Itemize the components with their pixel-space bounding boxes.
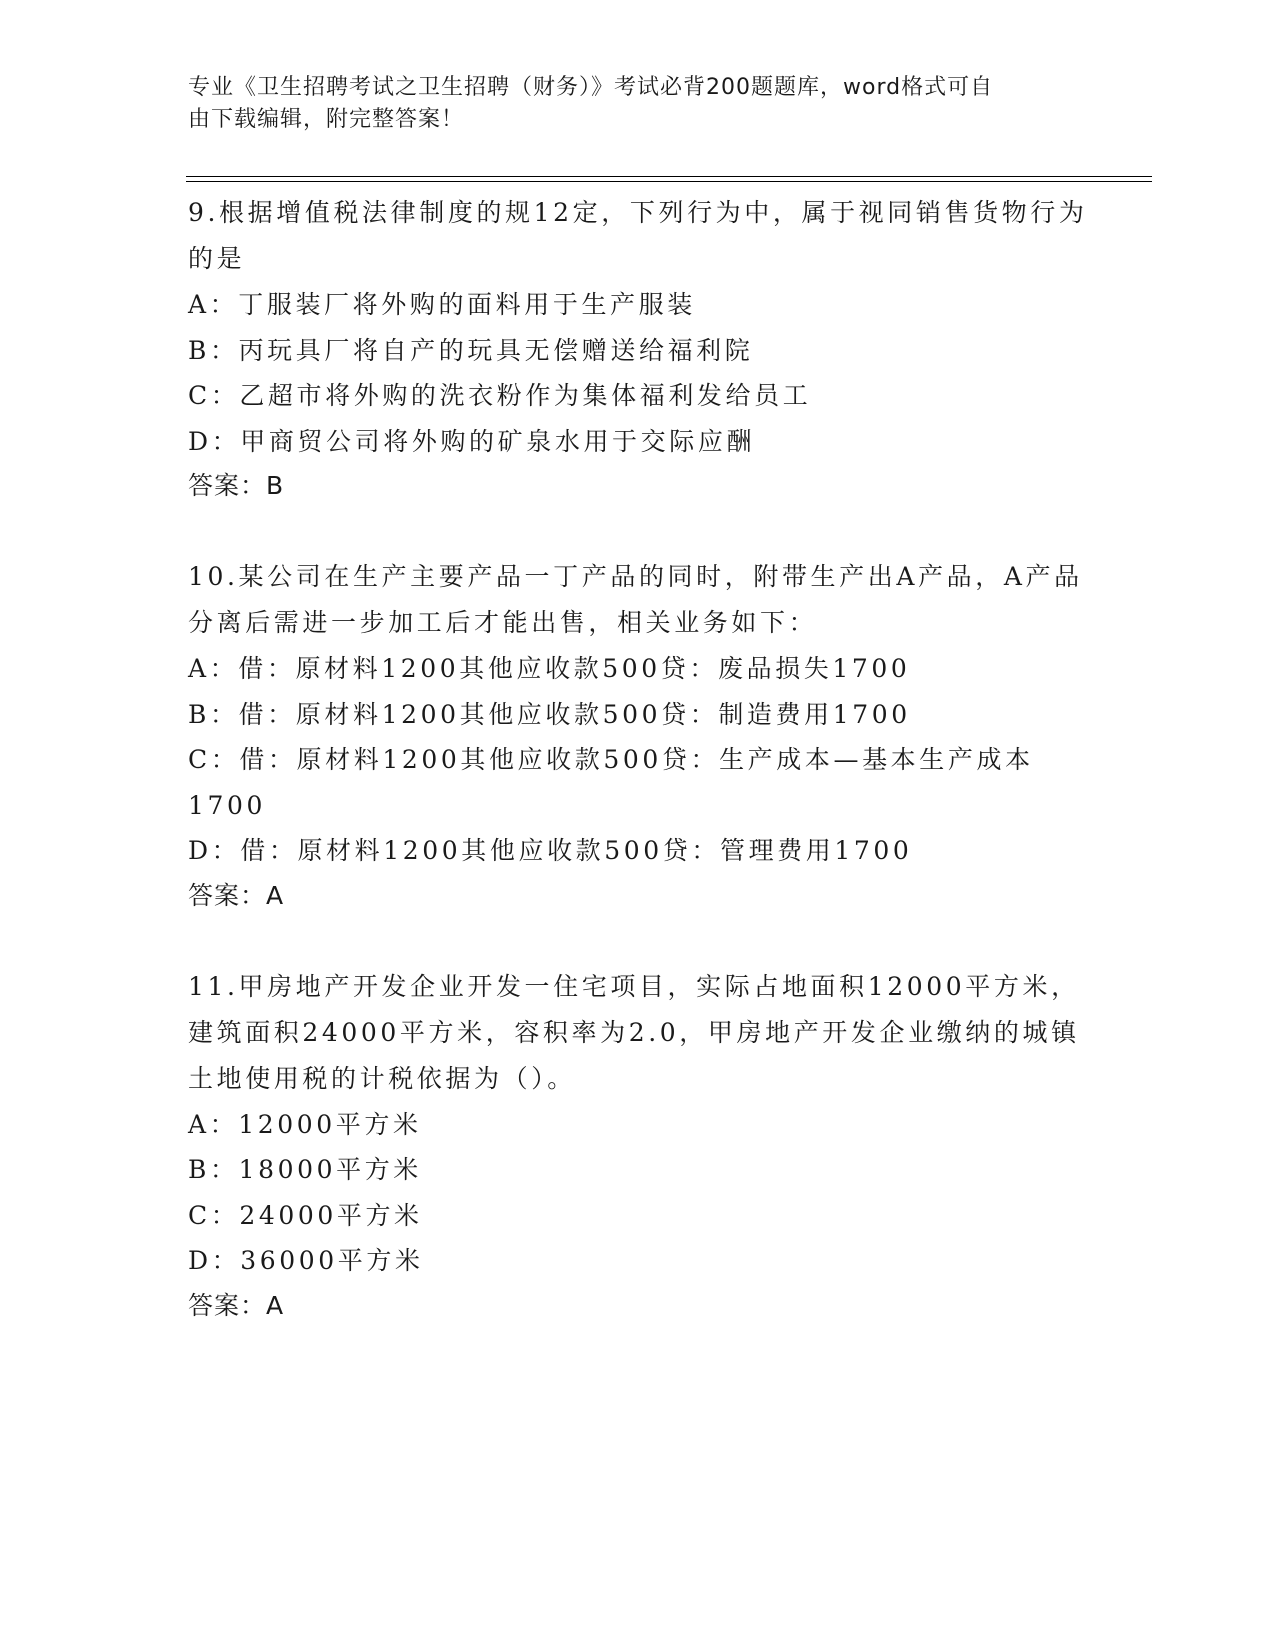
header-title-line-1: 专业《卫生招聘考试之卫生招聘（财务）》考试必背200题题库，word格式可自 bbox=[188, 75, 994, 100]
document-header bbox=[188, 72, 1068, 136]
answer-line: 答案：A bbox=[188, 880, 285, 910]
question-10 bbox=[188, 554, 1088, 918]
question-text: 9.根据增值税法律制度的规12定，下列行为中，属于视同销售货物行为的是 bbox=[188, 198, 1088, 273]
option-b: B：丙玩具厂将自产的玩具无偿赠送给福利院 bbox=[188, 335, 754, 365]
option-c: C：24000平方米 bbox=[188, 1200, 423, 1230]
option-a: A：借：原材料1200其他应收款500贷：废品损失1700 bbox=[188, 654, 911, 683]
answer-line: 答案：B bbox=[188, 471, 285, 500]
option-b: B：借：原材料1200其他应收款500贷：制造费用1700 bbox=[188, 699, 911, 729]
option-c: C：借：原材料1200其他应收款500贷：生产成本—基本生产成本1700 bbox=[188, 745, 1034, 820]
question-text: 11.甲房地产开发企业开发一住宅项目，实际占地面积12000平方米，建筑面积24000平方米，容积率为2.0，甲房地产开发企业缴纳的城镇土地使用税的计税依据为（）。 bbox=[188, 971, 1080, 1093]
question-9 bbox=[188, 190, 1088, 508]
option-d: D：36000平方米 bbox=[188, 1246, 424, 1275]
option-d: D：甲商贸公司将外购的矿泉水用于交际应酬 bbox=[188, 426, 756, 456]
option-b: B：18000平方米 bbox=[188, 1155, 422, 1184]
answer-line: 答案：A bbox=[188, 1290, 285, 1320]
option-c: C：乙超市将外购的洗衣粉作为集体福利发给员工 bbox=[188, 381, 812, 410]
question-list bbox=[188, 190, 1088, 1374]
header-title-line-2: 由下载编辑，附完整答案！ bbox=[188, 107, 465, 132]
header-divider bbox=[186, 176, 1152, 182]
question-11 bbox=[188, 964, 1088, 1328]
option-d: D：借：原材料1200其他应收款500贷：管理费用1700 bbox=[188, 836, 913, 865]
option-a: A：12000平方米 bbox=[188, 1109, 422, 1139]
question-text: 10.某公司在生产主要产品一丁产品的同时，附带生产出A产品，A产品分离后需进一步加工后才能出售，相关业务如下： bbox=[188, 562, 1083, 637]
option-a: A：丁服装厂将外购的面料用于生产服装 bbox=[188, 290, 696, 319]
